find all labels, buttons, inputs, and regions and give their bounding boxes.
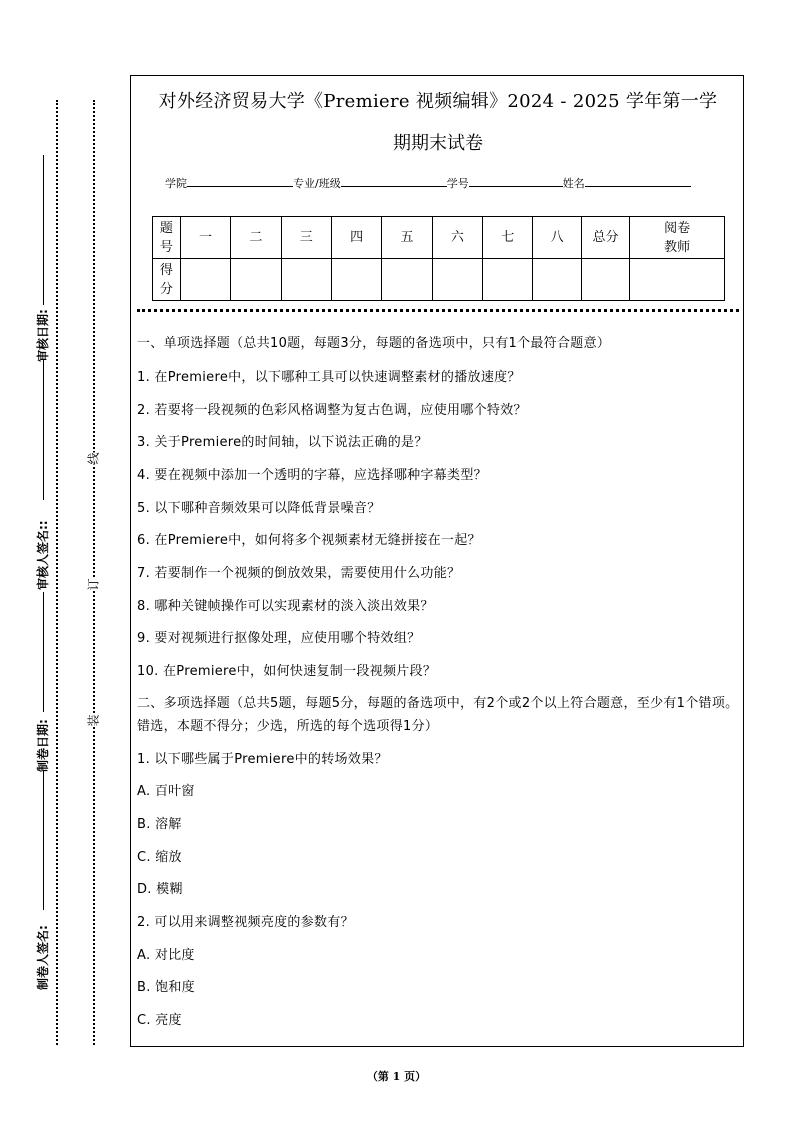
reviewer-sign-cell[interactable] [630,259,725,301]
college-field[interactable] [187,174,293,187]
reviewer-signature-label: 审核人签名:: [36,520,50,590]
review-date-label: 审核日期: [36,309,50,362]
question-1-4: 4. 要在视频中添加一个透明的字幕，应选择哪种字幕类型？ [137,468,487,483]
score-table-header-row [153,217,725,259]
score-cell[interactable] [382,259,432,301]
major-field[interactable] [341,174,447,187]
dotted-binding-line-outer [56,100,58,1045]
question-1-2: 2. 若要将一段视频的色彩风格调整为复古色调，应使用哪个特效？ [137,403,527,418]
question-2-2: 2. 可以用来调整视频亮度的参数有？ [137,915,354,930]
question-1-10: 10. 在Premiere中，如何快速复制一段视频片段？ [137,664,437,679]
exam-title-line1: 对外经济贸易大学《Premiere 视频编辑》2024 - 2025 学年第一学 [158,91,718,112]
score-label-cell: 得 分 [153,259,181,301]
reviewer-header-cell: 阅卷 教师 [630,217,725,259]
dotted-separator [137,309,739,312]
section1-heading: 一、单项选择题（总共10题，每题3分，每题的备选项中，只有1个最符合题意） [137,336,611,351]
review-date-line [43,155,44,305]
question-1-5: 5. 以下哪种音频效果可以降低背景噪音？ [137,501,381,516]
question-1-1: 1. 在Premiere中，以下哪种工具可以快速调整素材的播放速度？ [137,370,521,385]
dotted-binding-line-inner [93,100,95,1045]
exam-title-line2: 期期末试卷 [393,133,483,154]
question-1-9: 9. 要对视频进行抠像处理，应使用哪个特效组？ [137,631,421,646]
col-header: 七 [483,217,533,259]
student-id-label: 学号 [446,177,469,190]
col-header: 四 [331,217,381,259]
option-2-2-b: B. 饱和度 [137,980,195,995]
maker-signature-label: 制卷人签名: [36,925,50,990]
col-header: 六 [432,217,482,259]
score-cell[interactable] [483,259,533,301]
option-2-1-a: A. 百叶窗 [137,784,195,799]
col-header: 八 [533,217,581,259]
exam-frame [130,75,744,1047]
binding-char-line: 线 [83,452,104,464]
college-label: 学院 [165,177,187,190]
option-2-2-a: A. 对比度 [137,948,195,963]
score-cell[interactable] [180,259,230,301]
option-2-1-c: C. 缩放 [137,850,182,865]
binding-char-zhuang: 装 [83,714,104,726]
header-label-cell: 题 号 [153,217,181,259]
section2-heading: 二、多项选择题（总共5题，每题5分，每题的备选项中，有2个或2个以上符合题意，至少有1个错项。错选，本题不得分；少选，所选的每个选项得1分） [137,696,739,734]
col-header: 二 [231,217,281,259]
score-cell[interactable] [432,259,482,301]
col-header: 五 [382,217,432,259]
total-score-cell[interactable] [581,259,629,301]
option-2-1-d: D. 模糊 [137,882,183,897]
col-header: 三 [281,217,331,259]
reviewer-signature-line [43,360,44,500]
question-1-8: 8. 哪种关键帧操作可以实现素材的淡入淡出效果？ [137,599,434,614]
binding-char-ding: 订 [83,578,104,590]
name-label: 姓名 [562,177,585,190]
score-cell[interactable] [533,259,581,301]
col-header-total: 总分 [581,217,629,259]
option-2-1-b: B. 溶解 [137,817,182,832]
option-2-2-c: C. 亮度 [137,1013,182,1028]
col-header: 一 [180,217,230,259]
question-1-3: 3. 关于Premiere的时间轴，以下说法正确的是？ [137,435,428,450]
score-table-score-row [153,259,725,301]
maker-signature-line [43,770,44,910]
name-field[interactable] [585,174,691,187]
score-cell[interactable] [331,259,381,301]
question-1-7: 7. 若要制作一个视频的倒放效果，需要使用什么功能？ [137,566,461,581]
make-date-label: 制卷日期: [36,719,50,772]
make-date-line [43,592,44,712]
score-table [152,216,725,301]
question-1-6: 6. 在Premiere中，如何将多个视频素材无缝拼接在一起？ [137,533,481,548]
question-2-1: 1. 以下哪些属于Premiere中的转场效果？ [137,752,388,767]
major-label: 专业/班级 [293,177,341,190]
score-cell[interactable] [231,259,281,301]
student-id-field[interactable] [469,174,563,187]
score-cell[interactable] [281,259,331,301]
page-number: （第 1 页） [366,1070,427,1083]
student-info-row [165,174,725,192]
